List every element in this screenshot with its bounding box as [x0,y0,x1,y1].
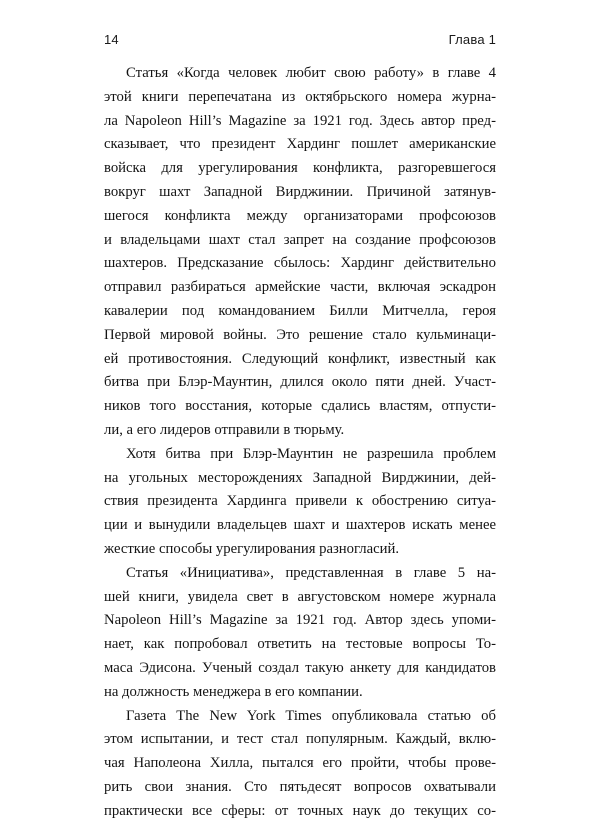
text-line: этой книги перепечатана из октябрьского номера журна- [104,88,496,105]
body-text [104,62,496,824]
text-line: войска для урегулирования конфликта, разгоревшегося [104,160,496,177]
text-line: Первой мировой войны. Это решение стало кульминаци- [104,326,496,343]
text-line: ла Napoleon Hill’s Magazine за 1921 год. Здесь автор пред- [104,112,496,129]
paragraph-3 [104,562,496,705]
paragraph-1 [104,62,496,443]
text-line: жесткие способы урегулирования разногласий. [104,540,400,557]
paragraph-4 [104,705,496,824]
text-line: сказывает, что президент Хардинг пошлет американские [104,136,496,153]
text-line: кавалерии под командованием Билли Митчелла, героя [104,302,496,319]
text-line: рить свои знания. Сто пятьдесят вопросов охватывали [104,778,496,795]
text-line: этом испытании, и тест стал популярным. Каждый, вклю- [104,731,496,748]
text-line: ников того восстания, которые сдались властям, отпусти- [104,398,496,415]
text-line: Napoleon Hill’s Magazine за 1921 год. Автор здесь упоми- [104,612,496,629]
page-number: 14 [104,32,119,47]
text-line: ции и вынудили владельцев шахт и шахтеров искать менее [104,517,496,534]
text-line: ствия президента Хардинга привели к обострению ситуа- [104,493,496,510]
text-line: ей противостояния. Следующий конфликт, известный как [104,350,496,367]
text-line: Статья «Когда человек любит свою работу» в главе 4 [126,65,496,81]
text-line: и владельцами шахт стал запрет на создание профсоюзов [104,231,496,248]
chapter-title: Глава 1 [448,32,496,47]
text-line: шегося конфликта между организаторами профсоюзов [104,207,496,224]
text-line: шей книги, увидела свет в августовском номере журнала [104,588,496,605]
text-line: Газета The New York Times опубликовала статью об [126,707,496,724]
text-line: Хотя битва при Блэр-Маунтин не разрешила проблем [126,445,496,462]
text-line: практически все сферы: от точных наук до текущих со- [104,802,496,819]
text-line: маса Эдисона. Ученый создал такую анкету для кандидатов [104,659,496,676]
paragraph-2 [104,443,496,562]
text-line: вокруг шахт Западной Вирджинии. Причиной затянув- [104,183,496,200]
text-line: на угольных месторождениях Западной Вирджинии, дей- [104,469,496,486]
running-head [104,32,496,47]
text-line: ли, а его лидеров отправили в тюрьму. [104,421,345,438]
text-line: Статья «Инициатива», представленная в главе 5 на- [126,564,496,581]
text-line: нает, как попробовал ответить на тестовые вопросы То- [104,636,496,653]
text-line: отправил разбираться армейские части, включая эскадрон [104,279,496,296]
text-line: битва при Блэр-Маунтин, длился около пяти дней. Участ- [104,374,496,391]
text-line: на должность менеджера в его компании. [104,683,363,700]
text-line: чая Наполеона Хилла, пытался его пройти, чтобы прове- [104,755,496,772]
text-line: шахтеров. Предсказание сбылось: Хардинг действительно [104,255,496,272]
